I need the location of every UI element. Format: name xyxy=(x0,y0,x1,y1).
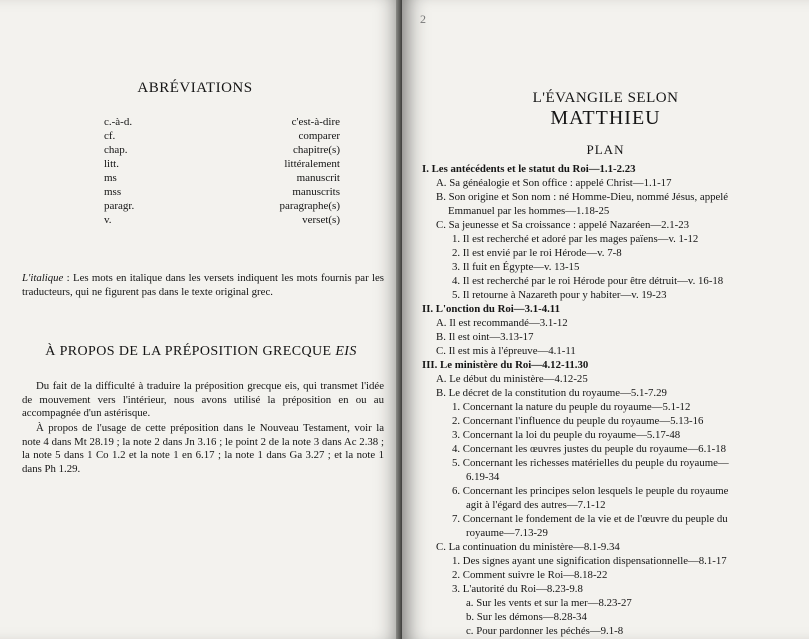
abbreviation-meaning: paragraphe(s) xyxy=(279,200,340,212)
abbreviation-meaning: manuscrits xyxy=(292,186,340,198)
outline-item: agit à l'égard des autres—7.1-12 xyxy=(466,499,606,511)
outline-item: a. Sur les vents et sur la mer—8.23-27 xyxy=(466,597,632,609)
outline-item: 3. L'autorité du Roi—8.23-9.8 xyxy=(452,583,583,595)
outline-item: c. Pour pardonner les péchés—9.1-8 xyxy=(466,625,624,637)
left-page xyxy=(0,0,402,639)
outline-item: 5. Il retourne à Nazareth pour y habiter—v. 19-23 xyxy=(452,289,667,301)
outline-item: 2. Comment suivre le Roi—8.18-22 xyxy=(452,569,608,581)
page-number: 2 xyxy=(420,12,426,26)
abbreviation-key: ms xyxy=(104,172,117,184)
outline-item: b. Sur les démons—8.28-34 xyxy=(466,611,587,623)
abbreviation-meaning: manuscrit xyxy=(296,172,340,184)
outline-item: 1. Il est recherché et adoré par les mages païens—v. 1-12 xyxy=(452,233,699,245)
outline-item: 7. Concernant le fondement de la vie et de l'œuvre du peuple du xyxy=(452,513,728,525)
preposition-title-text: À PROPOS DE LA PRÉPOSITION GRECQUE xyxy=(45,344,336,359)
abbreviation-key: paragr. xyxy=(104,200,135,212)
outline-item: Emmanuel par les hommes—1.18-25 xyxy=(448,205,610,217)
outline-item: 3. Il fuit en Égypte—v. 13-15 xyxy=(452,261,580,273)
gospel-name: MATTHIEU xyxy=(550,107,661,129)
outline-item: 1. Des signes ayant une signification dispensationnelle—8.1-17 xyxy=(452,555,727,567)
outline-item: 5. Concernant les richesses matérielles du peuple du royaume— xyxy=(452,457,729,469)
outline-item: A. Sa généalogie et Son office : appelé Christ—1.1-17 xyxy=(436,177,672,189)
italic-note xyxy=(22,271,384,299)
abbreviation-key: chap. xyxy=(104,144,128,156)
abbreviation-key: v. xyxy=(104,214,112,226)
outline-item: C. Sa jeunesse et Sa croissance : appelé Nazaréen—2.1-23 xyxy=(436,219,690,231)
preposition-paragraph-1: Du fait de la difficulté à traduire la préposition grecque eis, qui transmet l'idée de mouvement vers l'intérieur, nous avons utilisé la préposition en ou au accompagnée d'un astérisque. xyxy=(22,380,384,420)
abbreviation-meaning: littéralement xyxy=(284,158,340,170)
right-page xyxy=(402,0,809,639)
outline-item: B. Le décret de la constitution du royaume—5.1-7.29 xyxy=(436,387,667,399)
preposition-section-title xyxy=(0,344,402,360)
abbreviation-meaning: c'est-à-dire xyxy=(291,116,340,128)
outline-item: 2. Il est envié par le roi Hérode—v. 7-8 xyxy=(452,247,622,259)
preposition-paragraph-2: À propos de l'usage de cette préposition dans le Nouveau Testament, voir la note 4 dans Mt 28.19 ; la note 2 dans Jn 3.16 ; le point 2 de la note 3 dans Ac 2.38 ; la note 5 dans 1 Co 1.2 et la note 1 en 6.17 ; la note 1 dans Ga 3.27 ; et la note 1 dans Ph 1.29. xyxy=(22,422,384,475)
outline-item: 1. Concernant la nature du peuple du royaume—5.1-12 xyxy=(452,401,691,413)
abbreviation-key: c.-à-d. xyxy=(104,116,133,128)
outline-item: A. Le début du ministère—4.12-25 xyxy=(436,373,588,385)
outline-item: 6.19-34 xyxy=(466,471,500,483)
outline-item: royaume—7.13-29 xyxy=(466,527,548,539)
preposition-title-word: EIS xyxy=(335,344,357,359)
outline-item: II. L'onction du Roi—3.1-4.11 xyxy=(422,303,560,315)
outline-item: B. Il est oint—3.13-17 xyxy=(436,331,534,343)
outline-item: 4. Il est recherché par le roi Hérode pour être détruit—v. 16-18 xyxy=(452,275,724,287)
outline-item: I. Les antécédents et le statut du Roi—1.1-2.23 xyxy=(422,163,636,175)
abbreviation-meaning: comparer xyxy=(298,130,340,142)
outline-item: A. Il est recommandé—3.1-12 xyxy=(436,317,568,329)
gospel-title: L'ÉVANGILE SELON xyxy=(532,90,679,106)
italic-note-lead: L'italique xyxy=(22,272,64,284)
abbreviation-meaning: chapitre(s) xyxy=(292,144,340,156)
outline-item: 6. Concernant les principes selon lesquels le peuple du royaume xyxy=(452,485,729,497)
outline-item: III. Le ministère du Roi—4.12-11.30 xyxy=(422,359,589,371)
plan-title: PLAN xyxy=(586,142,625,157)
abbreviation-key: mss xyxy=(104,186,122,198)
abbreviation-meaning: verset(s) xyxy=(302,214,340,226)
outline-item: B. Son origine et Son nom : né Homme-Dieu, nommé Jésus, appelé xyxy=(436,191,729,203)
outline-item: C. Il est mis à l'épreuve—4.1-11 xyxy=(436,345,576,357)
outline-item: 4. Concernant les œuvres justes du peuple du royaume—6.1-18 xyxy=(452,443,727,455)
outline-item: C. La continuation du ministère—8.1-9.34 xyxy=(436,541,620,553)
outline-item: 2. Concernant l'influence du peuple du royaume—5.13-16 xyxy=(452,415,704,427)
outline-item: 3. Concernant la loi du peuple du royaume—5.17-48 xyxy=(452,429,681,441)
abbreviation-key: cf. xyxy=(104,130,116,142)
italic-note-text: : Les mots en italique dans les versets indiquent les mots fournis par les traducteurs, qui ne figurent pas dans le texte original grec. xyxy=(22,272,384,298)
abbreviations-title: ABRÉVIATIONS xyxy=(137,80,253,96)
abbreviation-key: litt. xyxy=(104,158,119,170)
